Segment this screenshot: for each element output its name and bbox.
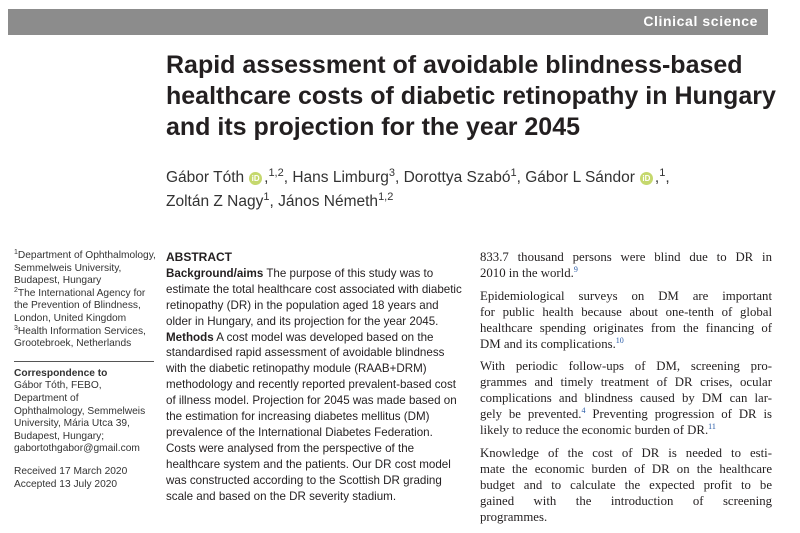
orcid-icon[interactable]: iD xyxy=(640,172,653,185)
body-line: mate the economic burden of DR on the healthcare xyxy=(480,461,772,476)
accepted-date: Accepted 13 July 2020 xyxy=(14,478,118,490)
abstract-line: scale and based on the DR severity stadium. xyxy=(166,489,397,503)
correspondence-line: University, Mária Utca 39, xyxy=(14,418,130,430)
abstract xyxy=(166,250,462,505)
affiliation-line: Budapest, Hungary xyxy=(14,275,102,287)
correspondence xyxy=(14,368,164,456)
author-name: János Németh xyxy=(278,193,379,210)
author xyxy=(404,169,526,186)
abstract-line: with the diabetic retinopathy module (RAAB+DRM) xyxy=(166,362,427,376)
body-paragraph xyxy=(480,289,772,353)
body-line: complications and blindness caused by DM can lar- xyxy=(480,391,772,406)
orcid-icon[interactable]: iD xyxy=(249,172,262,185)
body-line: for public health because about one-tenth of global xyxy=(480,304,772,319)
abstract-line: standardised rapid assessment of avoidable blindness xyxy=(166,346,445,360)
title-line: Rapid assessment of avoidable blindness-based xyxy=(166,51,743,79)
citation-marker[interactable]: 9 xyxy=(573,264,578,274)
affiliations xyxy=(14,250,164,351)
author-separator: , xyxy=(654,169,660,186)
abstract-line: was constructed according to the Scottish DR grading xyxy=(166,473,442,487)
author xyxy=(166,193,278,210)
affiliation-line: Semmelweis University, xyxy=(14,262,122,274)
methods-label: Methods xyxy=(166,330,214,344)
body-line: 833.7 thousand persons were blind due to DR in xyxy=(480,250,772,264)
author-list xyxy=(166,166,726,214)
section-label: Clinical science xyxy=(643,13,758,29)
affiliation-marker: 1 xyxy=(263,191,270,203)
affiliation-line: the Prevention of Blindness, xyxy=(14,300,141,312)
body-line: DM and its complications.$^{10}$ xyxy=(480,335,624,351)
correspondence-line: Budapest, Hungary; xyxy=(14,430,105,442)
body-line: 2010 in the world.$^9$ xyxy=(480,264,578,280)
correspondence-line: Ophthalmology, Semmelweis xyxy=(14,405,146,417)
author xyxy=(292,169,403,186)
affiliation-marker: 1 xyxy=(510,167,517,179)
abstract-line: retinopathy (DR) in the population aged 18 years and xyxy=(166,298,439,312)
body-line: Epidemiological surveys on DM are important xyxy=(480,288,772,303)
article-title xyxy=(166,50,776,143)
citation-marker[interactable]: 11 xyxy=(708,422,716,432)
title-line: healthcare costs of diabetic retinopathy in Hungary xyxy=(166,82,776,110)
author-name: Gábor L Sándor xyxy=(525,169,635,186)
author-separator: , xyxy=(269,193,279,210)
abstract-line: methodology and recently reported prevalent-based cost xyxy=(166,378,457,392)
affiliation-marker: 1,2 xyxy=(268,167,284,179)
abstract-line: prevalence of the International Diabetes Federation. xyxy=(166,425,433,439)
author-separator: , xyxy=(264,169,269,186)
correspondence-line: Gábor Tóth, FEBO, xyxy=(14,380,102,392)
received-date: Received 17 March 2020 xyxy=(14,465,128,477)
body-line: likely to reduce the economic burden of DR.$^{11}$ xyxy=(480,422,716,438)
affiliation-line: London, United Kingdom xyxy=(14,312,127,324)
abstract-line: healthcare system and the patients. Our DR cost model xyxy=(166,457,451,471)
abstract-line: the estimation for increasing diabetes mellitus (DM) xyxy=(166,410,430,424)
affiliation-line: $^1$Department of Ophthalmology, xyxy=(14,249,156,261)
author-separator: , xyxy=(283,169,293,186)
abstract-line: of illness model. Projection for 2045 was made based on xyxy=(166,394,457,408)
author-separator: , xyxy=(394,169,404,186)
body-line: healthcare spending originates from the financing of xyxy=(480,320,772,335)
background-label: Background/aims xyxy=(166,266,264,280)
abstract-line: Methods A cost model was developed based on the xyxy=(166,330,434,344)
section-header-bar xyxy=(8,9,768,35)
abstract-line: older in Hungary, and its projection for the year 2045. xyxy=(166,314,439,328)
title-line: and its projection for the year 2045 xyxy=(166,113,581,141)
abstract-heading: ABSTRACT xyxy=(166,250,232,264)
correspondence-line: Department of xyxy=(14,392,79,404)
affiliation-line: $^3$Health Information Services, xyxy=(14,324,146,337)
author-name: Hans Limburg xyxy=(292,169,389,186)
citation-marker[interactable]: 4 xyxy=(581,406,586,416)
correspondence-email[interactable]: gabortothgabor@gmail.com xyxy=(14,443,140,455)
body-line: With periodic follow-ups of DM, screening pro- xyxy=(480,359,772,374)
body-text xyxy=(480,250,772,533)
author-separator: , xyxy=(516,169,526,186)
body-line: grammes and timely treatment of DR crises, ocular xyxy=(480,375,772,390)
affiliation-marker: 3 xyxy=(388,167,395,179)
abstract-line: Costs were analysed from the perspective of the xyxy=(166,441,415,455)
body-line: Knowledge of the cost of DR is needed to esti- xyxy=(480,445,772,460)
affiliation-marker: 1 xyxy=(659,167,666,179)
author xyxy=(166,169,292,186)
citation-marker[interactable]: 10 xyxy=(615,335,624,345)
body-line: budget and to calculate the expected profit to be xyxy=(480,477,772,492)
body-line: gely be prevented.$^4$ Preventing progression of DR is xyxy=(480,406,772,422)
author-name: Gábor Tóth xyxy=(166,169,245,186)
body-line: gained with the introduction of screening xyxy=(480,493,772,508)
abstract-line: estimate the total healthcare cost associated with diabetic xyxy=(166,282,462,296)
divider xyxy=(14,361,154,362)
sidebar xyxy=(14,250,164,491)
affiliation-line: $^2$The International Agency for xyxy=(14,286,146,299)
body-paragraph xyxy=(480,446,772,526)
author-separator: , xyxy=(665,169,670,186)
abstract-line: Background/aims The purpose of this study was to xyxy=(166,266,434,280)
article-dates xyxy=(14,466,164,491)
body-paragraph xyxy=(480,250,772,282)
author xyxy=(525,169,669,186)
correspondence-heading: Correspondence to xyxy=(14,367,108,379)
body-line: programmes. xyxy=(480,509,548,524)
affiliation-line: Grootebroek, Netherlands xyxy=(14,338,132,350)
affiliation-marker: 1,2 xyxy=(378,191,394,203)
author-name: Dorottya Szabó xyxy=(403,169,511,186)
author-name: Zoltán Z Nagy xyxy=(166,193,264,210)
body-paragraph xyxy=(480,359,772,439)
author xyxy=(278,193,393,210)
